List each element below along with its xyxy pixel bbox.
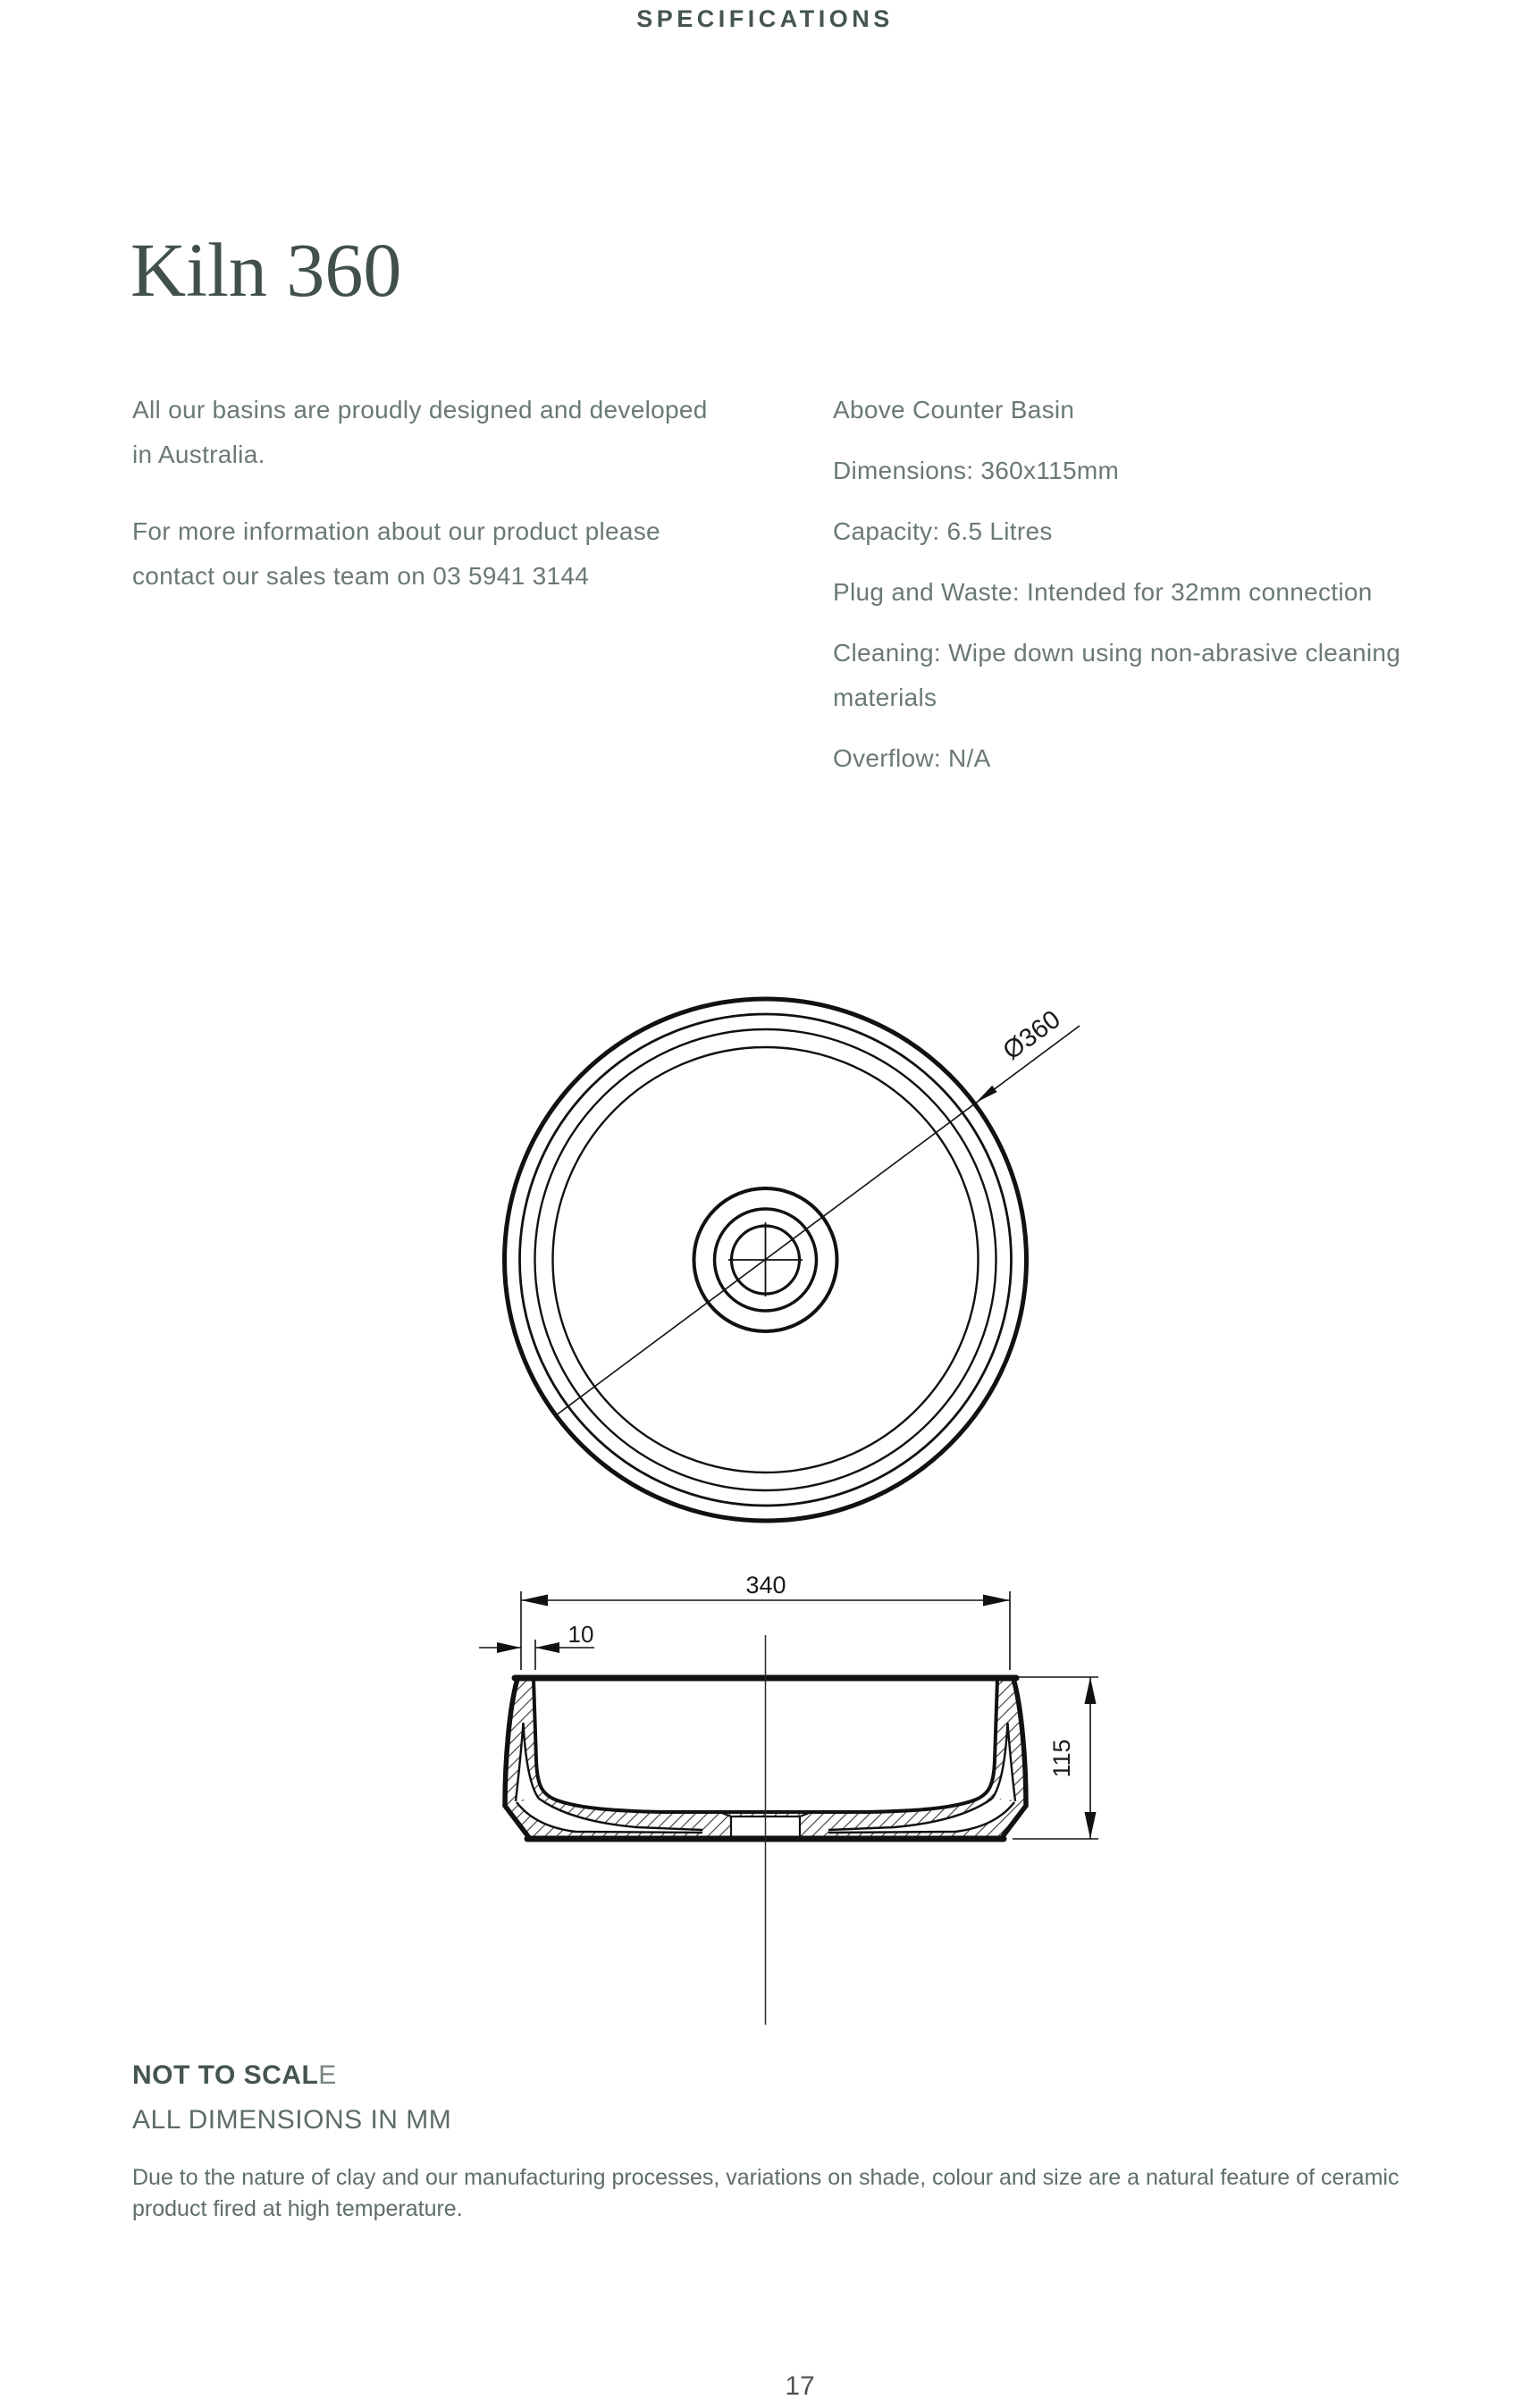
dimensions-note: ALL DIMENSIONS IN MM xyxy=(132,2105,452,2135)
spec-overflow: Overflow: N/A xyxy=(833,744,991,772)
diameter-dim-label: Ø360 xyxy=(997,1004,1066,1066)
diameter-leader-line xyxy=(556,1026,1080,1415)
product-title: Kiln 360 xyxy=(130,227,402,313)
thickness-dim-label: 10 xyxy=(567,1621,594,1648)
dim-115-arrow-top xyxy=(1085,1677,1097,1704)
spec-basin-type: Above Counter Basin xyxy=(833,396,1075,424)
spec-cleaning: Cleaning: Wipe down using non-abrasive cleaning materials xyxy=(833,639,1401,711)
not-to-scale-tail-part: E xyxy=(318,2060,337,2090)
height-dim-label: 115 xyxy=(1048,1739,1075,1778)
disclaimer xyxy=(132,2162,1419,2225)
disclaimer-line: Due to the nature of clay and our manufacturing processes, variations on shade, colour and size are a natural feature of ceramic xyxy=(132,2165,1400,2190)
plan-view xyxy=(505,999,1080,1521)
spec-plug-waste: Plug and Waste: Intended for 32mm connection xyxy=(833,578,1373,606)
diameter-arrowhead xyxy=(976,1086,997,1103)
contact-line: contact our sales team on 03 5941 3144 xyxy=(132,562,590,590)
disclaimer-line: product fired at high temperature. xyxy=(132,2196,463,2221)
spec-capacity: Capacity: 6.5 Litres xyxy=(833,517,1053,545)
dim-340-arrow-right xyxy=(983,1595,1010,1607)
intro-line: in Australia. xyxy=(132,440,265,468)
width-dim-label: 340 xyxy=(745,1572,786,1598)
page-number: 17 xyxy=(785,2371,815,2401)
dim-10-arrow-left xyxy=(497,1642,521,1653)
section-view xyxy=(479,1572,1098,2025)
dim-340-arrow-left xyxy=(521,1595,548,1607)
page-header: SPECIFICATIONS xyxy=(636,5,894,32)
dim-115-arrow-bottom xyxy=(1085,1812,1097,1839)
dim-10-arrow-right xyxy=(535,1642,559,1653)
spec-dimensions: Dimensions: 360x115mm xyxy=(833,457,1120,484)
not-to-scale-bold-part: NOT TO SCAL xyxy=(132,2060,319,2090)
intro-line: All our basins are proudly designed and developed xyxy=(132,396,708,424)
contact-line: For more information about our product please xyxy=(132,517,660,545)
not-to-scale-note xyxy=(132,2060,337,2091)
